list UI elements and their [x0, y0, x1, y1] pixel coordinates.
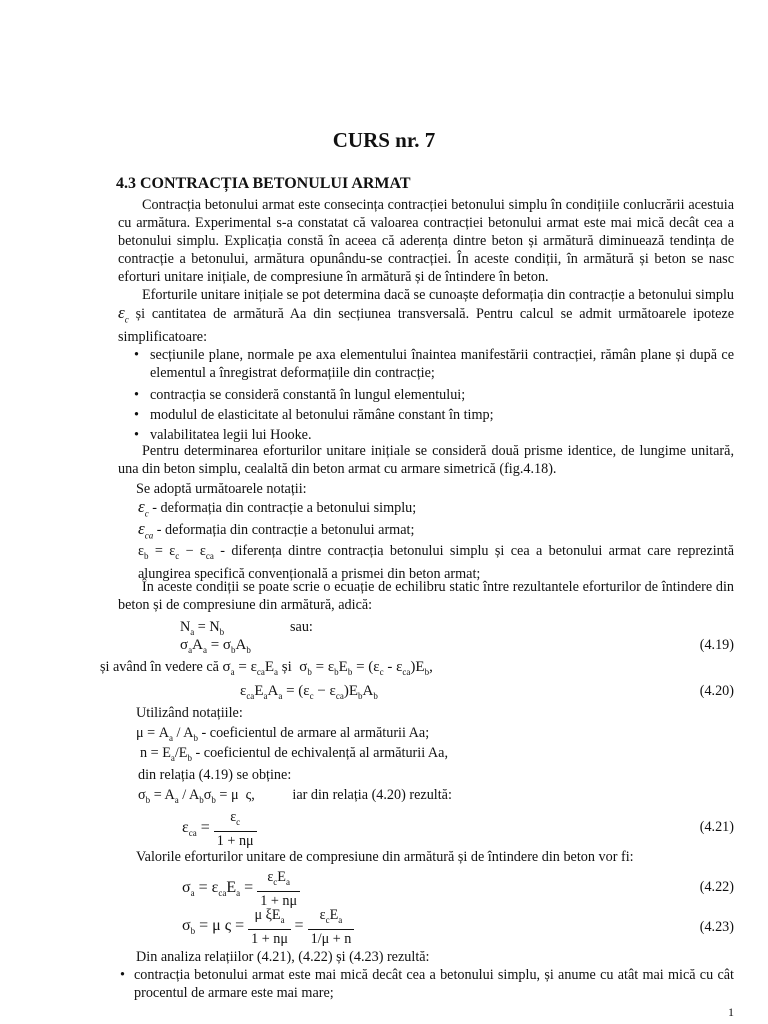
section-heading: 4.3 CONTRACȚIA BETONULUI ARMAT	[116, 175, 411, 192]
notation-text: - deformația din contracție a betonului simplu;	[152, 500, 417, 516]
notation-text: - diferența dintre contracția betonului simplu și cea a betonului armat care reprezintă alungirea specifică convențională a prismei din beton armat;	[138, 543, 734, 582]
notation-epsilon-c	[138, 498, 416, 522]
list-item-text: secțiunile plane, normale pe axa elementului înaintea manifestării contracției, rămân plane și după ce elementul a înregistrat deformațiile din contracție;	[150, 347, 734, 381]
notations-intro: Se adoptă următoarele notații:	[136, 481, 307, 497]
paragraph-intro: Contracția betonului armat este consecința contracției betonului simplu în condițiile conlucrării acestuia cu armătura. Experimental s-a constatat că valoarea contracției betonului armat este mai mică decât cea a betonului simplu. Explicația constă în aceea că aderența dintre beton și armătură diminuează tendința de contracție a betonului, armătura opunându-se contracției. În aceste condiții, în armătură și beton se nasc eforturi unitare inițiale, de compresiune în armătură și de întindere în beton.	[118, 197, 734, 285]
list-item-text: contracția se consideră constantă în lungul elementului;	[150, 387, 466, 403]
epsilon-b-formula: $\varepsilon_b = \varepsilon_c - \varepsilon_{ca}$	[138, 543, 214, 561]
sigma-b-formula: $\sigma_b = A_a / A_b\sigma_b = \mu$ ς,	[138, 787, 255, 805]
definition-n	[140, 744, 448, 767]
equation-number: (4.19)	[699, 637, 734, 653]
equation-4-22: $\sigma_a = \varepsilon_{ca}E_a$ = $\frac{\varepsilon_cE_a}{1 + n\mu}$	[182, 868, 300, 910]
paragraph-text-b: și cantitatea de armătură Aa din secțiunea transversală. Pentru calcul se admit următoarele ipoteze simplificatoare:	[118, 306, 734, 346]
list-item-text: valabilitatea legii lui Hooke.	[150, 427, 312, 443]
equation-number: (4.21)	[699, 819, 734, 835]
paragraph-using: Utilizând notațiile:	[136, 705, 243, 721]
list-item-text: contracția betonului armat este mai mică decât cea a betonului simplu, și anume cu atât mai mică cu cât procentul de armare este mai mare;	[134, 967, 734, 1001]
equation-number: (4.22)	[699, 879, 734, 895]
bullet-icon: •	[134, 427, 139, 443]
equation-4-19: $\sigma_aA_a = \sigma_bA_b$	[180, 637, 251, 655]
fraction: $\frac{\varepsilon_c}{1 + n\mu}$	[214, 808, 257, 850]
equation-4-21: $\varepsilon_{ca}$ = $\frac{\varepsilon_c}{1 + n\mu}$	[182, 808, 257, 850]
n-formula: $n = E_a/E_b$	[140, 745, 192, 763]
paragraph-equilibrium: În aceste condiții se poate scrie o ecuație de echilibru static între rezultantele eforturilor de întindere din beton și de compresiune din armătură, adică:	[118, 579, 734, 613]
equation-4-23: $\sigma_b = \mu$ ς = $\frac{\mu \xi E_a}{1 + n\mu}$ = $\frac{\varepsilon_cE_a}{1/\mu + n}$	[182, 906, 354, 948]
paragraph-from-419: din relația (4.19) se obține:	[138, 767, 292, 783]
bullet-icon: •	[134, 387, 139, 403]
equation-sigma-b	[138, 786, 452, 809]
equation-na-nb: $N_a = N_b$	[180, 619, 225, 637]
page-number: 1	[728, 1005, 734, 1019]
bullet-icon: •	[120, 967, 125, 983]
definition-text: - coeficientul de echivalență al armăturii Aa,	[195, 745, 449, 761]
equation-4-20: $\varepsilon_{ca}E_aA_a = (\varepsilon_c - \varepsilon_{ca})E_bA_b$	[240, 683, 378, 701]
definition-text: - coeficientul de armare al armăturii Aa;	[201, 725, 430, 741]
epsilon-c-symbol: $\varepsilon_c$	[118, 303, 129, 325]
mu-formula: $\mu = A_a / A_b$	[136, 725, 198, 743]
fraction: $\frac{\mu \xi E_a}{1 + n\mu}$	[248, 906, 291, 948]
paragraph-text: și având în vedere că	[100, 659, 219, 675]
equation-sau: sau:	[290, 619, 313, 635]
equation-number: (4.23)	[699, 919, 734, 935]
epsilon-ca-symbol: $\varepsilon_{ca}$	[138, 519, 154, 541]
bullet-icon: •	[134, 347, 139, 363]
fraction: $\frac{\varepsilon_cE_a}{1 + n\mu}$	[257, 868, 300, 910]
fraction: $\frac{\varepsilon_cE_a}{1/\mu + n}$	[308, 906, 355, 948]
stress-relations: $\sigma_a = \varepsilon_{ca}E_a$ și $\sigma_b = \varepsilon_bE_b = (\varepsilon_c - \varepsilon_{ca})E_b$,	[222, 659, 433, 677]
paragraph-text-a: Eforturile unitare inițiale se pot determina dacă se cunoaște deformația din contracție a betonului simplu	[142, 287, 734, 303]
paragraph-analysis: Din analiza relațiilor (4.21), (4.22) și (4.23) rezultă:	[136, 949, 430, 965]
notation-text: - deformația din contracție a betonului armat;	[156, 522, 415, 538]
paragraph-given	[100, 658, 433, 681]
equation-number: (4.20)	[699, 683, 734, 699]
epsilon-c-symbol: $\varepsilon_c$	[138, 497, 149, 519]
paragraph-assumptions-intro	[118, 286, 734, 346]
notation-epsilon-ca	[138, 520, 414, 544]
paragraph-prisms: Pentru determinarea eforturilor unitare inițiale se consideră două prisme identice, de lungime unitară, una din beton simplu, cealaltă din beton armat cu armare simetrică (fig.4.18).	[118, 443, 734, 477]
bullet-icon: •	[134, 407, 139, 423]
course-title: CURS nr. 7	[332, 128, 436, 152]
list-item-text: modulul de elasticitate al betonului rămâne constant în timp;	[150, 407, 494, 423]
notation-epsilon-b	[138, 542, 734, 583]
paragraph-text: iar din relația (4.20) rezultă:	[292, 787, 452, 803]
paragraph-stress-values: Valorile eforturilor unitare de compresiune din armătură și de întindere din beton vor fi:	[136, 849, 634, 865]
